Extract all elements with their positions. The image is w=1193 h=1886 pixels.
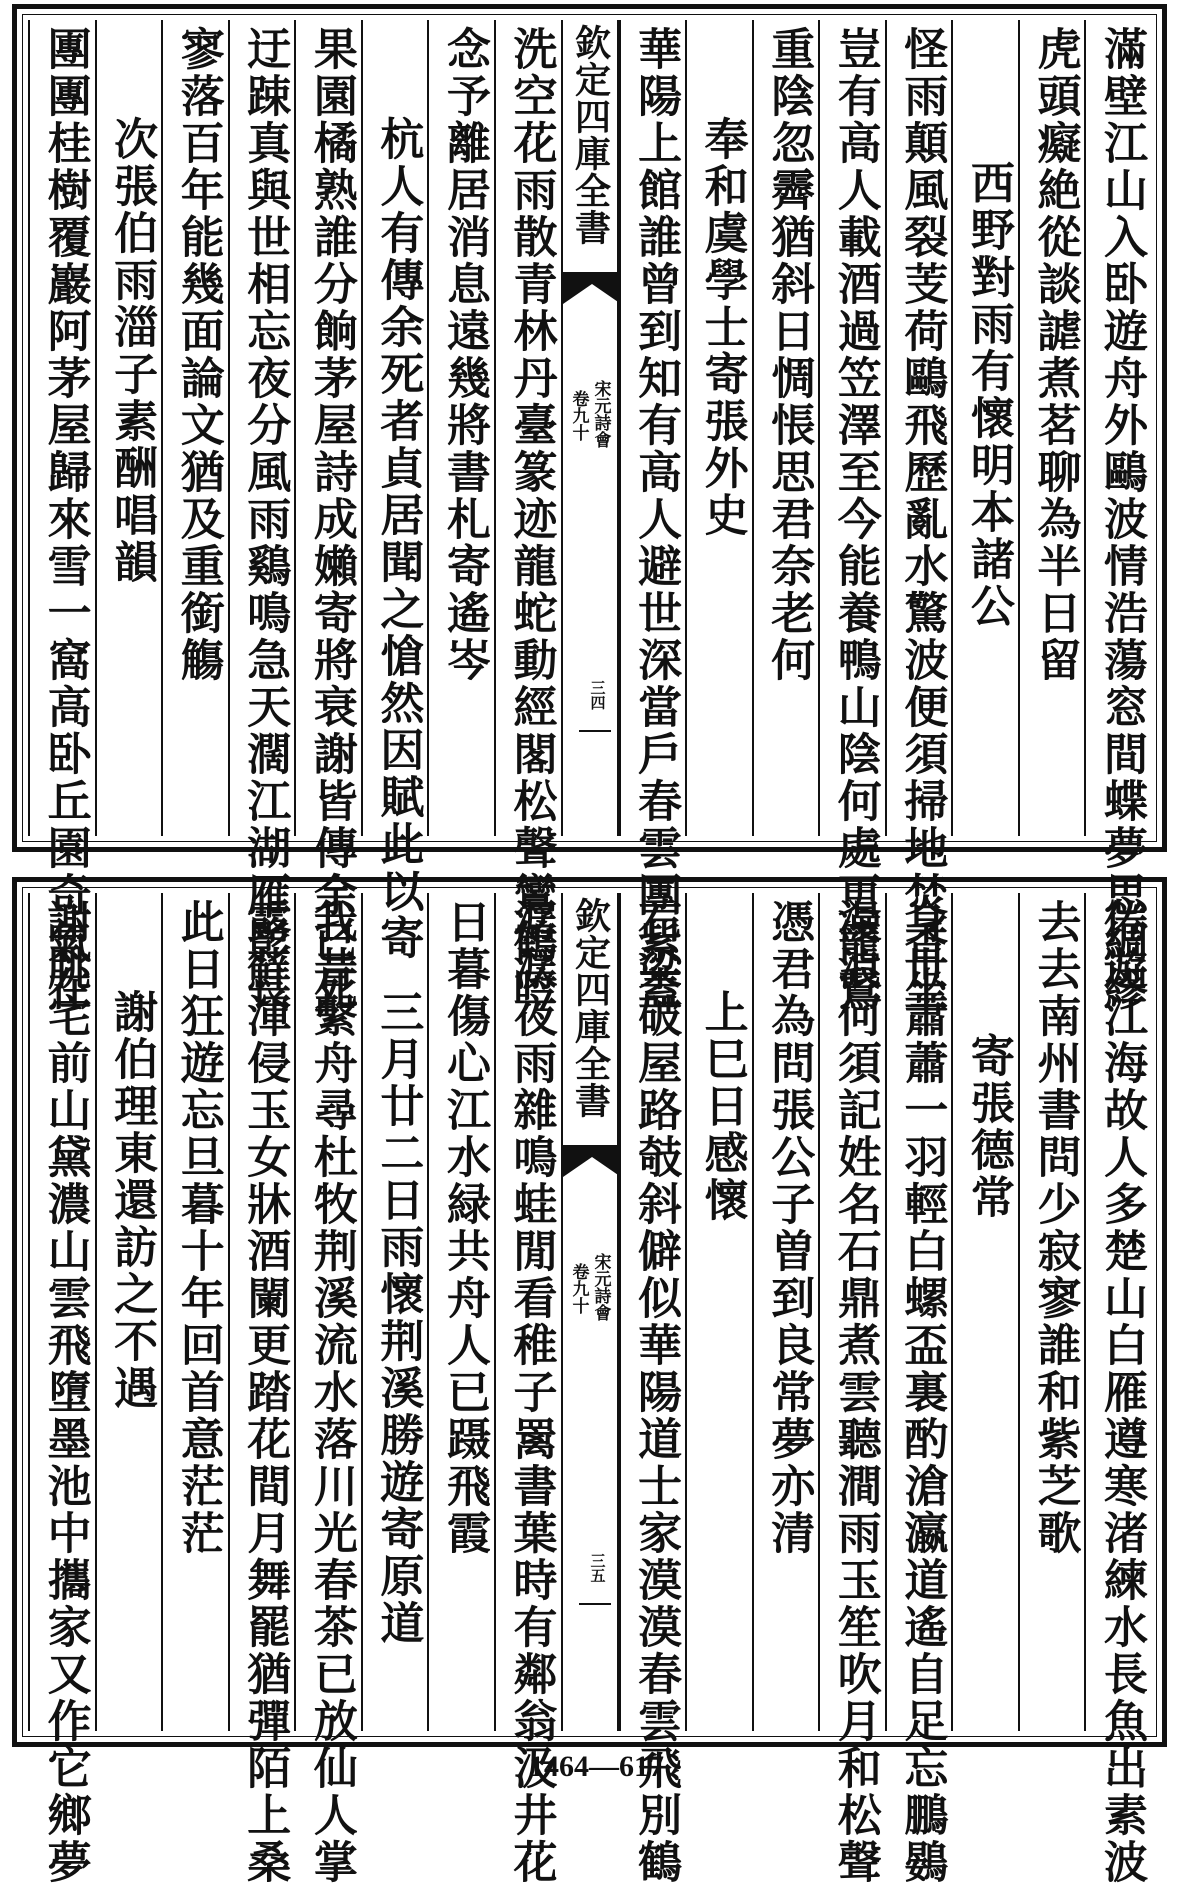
center-book-title: 宋元詩會 <box>590 1253 611 1321</box>
column-text: 露蘚渾侵玉女牀酒闌更踏花間月舞罷猶彈陌上桑 <box>239 899 291 1886</box>
column-text: 我昔繫舟尋杜牧荆溪流水落川光春茶已放仙人掌 <box>305 899 357 1886</box>
column-text: 去去南州書問少寂寥誰和紫芝歌 <box>1029 899 1081 1557</box>
top-page-column-7 <box>685 20 752 836</box>
top-page-column-1 <box>1084 20 1151 1013</box>
bottom-page-column-5 <box>818 893 885 1886</box>
column-text: 豈有高人載酒過笠澤至今能養鴨山陰何處更籠鵞 <box>829 26 881 1013</box>
column-text: 倦遊江海故人多楚山白雁遵寒渚練水長魚出素波 <box>1096 899 1147 1886</box>
top-page-column-8 <box>619 20 686 1013</box>
center-title: 欽定四庫全書 <box>569 897 612 1119</box>
page-footer-number: 1464—617 <box>529 1750 664 1783</box>
top-page-column-3 <box>951 20 1018 836</box>
top-page-column-15 <box>95 20 162 836</box>
column-text: 身世蕭蕭一羽輕白螺盃裏酌滄瀛道遙自足忘鵬鷃 <box>896 899 948 1886</box>
column-text: 謝朓宅前山黛濃山雲飛墮墨池中攜家又作它鄉夢 <box>39 899 91 1886</box>
bottom-page-column-11 <box>361 893 428 1731</box>
top-page-columns <box>28 20 1151 1013</box>
column-text: 迂踈真與世相忘夜分風雨鷄鳴急天濶江湖雁影長 <box>239 26 291 1013</box>
column-text: 洗空花雨散青林丹臺篆迹龍蛇動經閣松聲鸞鶴吟 <box>505 26 557 1013</box>
top-page-column-5 <box>818 20 885 1013</box>
column-text: 杭人有傳余死者貞居聞之愴然因賦此以寄 <box>372 116 424 962</box>
column-text: 漫浪何須記姓名石鼎煮雲聽澗雨玉笙吹月和松聲 <box>829 899 881 1886</box>
top-page-frame <box>12 4 1167 1013</box>
column-text: 寄張德常 <box>962 1033 1014 1221</box>
column-text: 上巳日感懷 <box>696 989 748 1224</box>
bottom-page-column-2 <box>1018 893 1085 1731</box>
bottom-page-column-12 <box>294 893 361 1886</box>
column-text: 寥落百年能幾面論文猶及重銜觴 <box>172 26 224 684</box>
column-text: 果園橘熟誰分餉茅屋詩成嬾寄將衰謝皆傳余已死 <box>305 26 357 1013</box>
column-text: 華陽上館誰曾到知有高人避世深當戶春雲團紫蓋 <box>630 26 682 1013</box>
top-page-column-12 <box>294 20 361 1013</box>
bottom-page-column-13 <box>228 893 295 1886</box>
top-page-column-9 <box>494 20 561 1013</box>
center-volume: 卷九十 <box>568 390 589 441</box>
column-text: 重陰忽霽猶斜日惆悵思君奈老何 <box>763 26 815 684</box>
column-text: 團團桂樹覆巖阿茅屋歸來雪一窩高卧丘園奇氣在 <box>39 26 91 1013</box>
center-title: 欽定四庫全書 <box>569 24 612 246</box>
center-fold-strip <box>561 893 619 1731</box>
column-text: 憑君為問張公子曽到良常夢亦清 <box>763 899 815 1557</box>
center-page-number: 三四 <box>588 680 607 710</box>
bottom-page-column-7 <box>685 893 752 1731</box>
bottom-page-column-3 <box>951 893 1018 1731</box>
top-page-column-10 <box>427 20 494 836</box>
column-text: 日暮傷心江水緑共舟人已蹑飛霞 <box>438 899 490 1557</box>
column-text: 此日狂遊忘旦暮十年回首意茫茫 <box>172 899 224 1557</box>
column-text: 奉和虞學士寄張外史 <box>696 116 748 539</box>
bottom-page-column-9 <box>494 893 561 1886</box>
center-volume: 卷九十 <box>568 1263 589 1314</box>
bottom-page-column-10 <box>427 893 494 1731</box>
fishtail-mark-icon <box>563 1145 621 1177</box>
column-text: 三月廿二日雨懷荆溪勝遊寄原道 <box>372 989 424 1647</box>
top-page-column-16 <box>28 20 95 1013</box>
bottom-page-column-16 <box>28 893 95 1886</box>
top-page-column-2 <box>1018 20 1085 836</box>
column-text: 怪雨顛風裂芰荷鷗飛歷亂水驚波便須掃地焚香坐 <box>896 26 948 1013</box>
column-text: 石梁破屋路攲斜僻似華陽道士家漠漠春雲飛別鶴 <box>630 899 682 1886</box>
bottom-page-column-15 <box>95 893 162 1731</box>
bottom-page-column-14 <box>161 893 228 1731</box>
column-text: 次張伯雨湽子素酬唱韻 <box>106 116 158 586</box>
top-page-column-11 <box>361 20 428 962</box>
center-book-title: 宋元詩會 <box>590 380 611 448</box>
column-text: 謝伯理東還訪之不遇 <box>106 989 158 1412</box>
top-page-column-6 <box>752 20 819 836</box>
top-page-column-13 <box>228 20 295 1013</box>
top-page-column-4 <box>885 20 952 1013</box>
bottom-page-column-1 <box>1084 893 1151 1886</box>
center-fold-strip <box>561 20 619 836</box>
center-rule-line <box>579 730 611 732</box>
column-text: 滿壁江山入卧遊舟外鷗波情浩蕩窓間蝶夢思綢繆 <box>1096 26 1147 1013</box>
column-text: 潺潺夜雨雜鳴蛙閒看稚子䍠書葉時有鄰翁汲井花 <box>505 899 557 1886</box>
bottom-page-column-6 <box>752 893 819 1731</box>
column-text: 念予離居消息遠幾將書札寄遙岑 <box>438 26 490 684</box>
column-text: 西野對雨有懷明本諸公 <box>962 160 1014 630</box>
fishtail-mark-icon <box>563 272 621 304</box>
bottom-page-column-4 <box>885 893 952 1886</box>
center-page-number: 三五 <box>588 1553 607 1583</box>
center-rule-line <box>579 1603 611 1605</box>
bottom-page-column-8 <box>619 893 686 1886</box>
top-page-column-14 <box>161 20 228 836</box>
column-text: 虎頭癡絶從談謔煮茗聊為半日留 <box>1029 26 1081 684</box>
